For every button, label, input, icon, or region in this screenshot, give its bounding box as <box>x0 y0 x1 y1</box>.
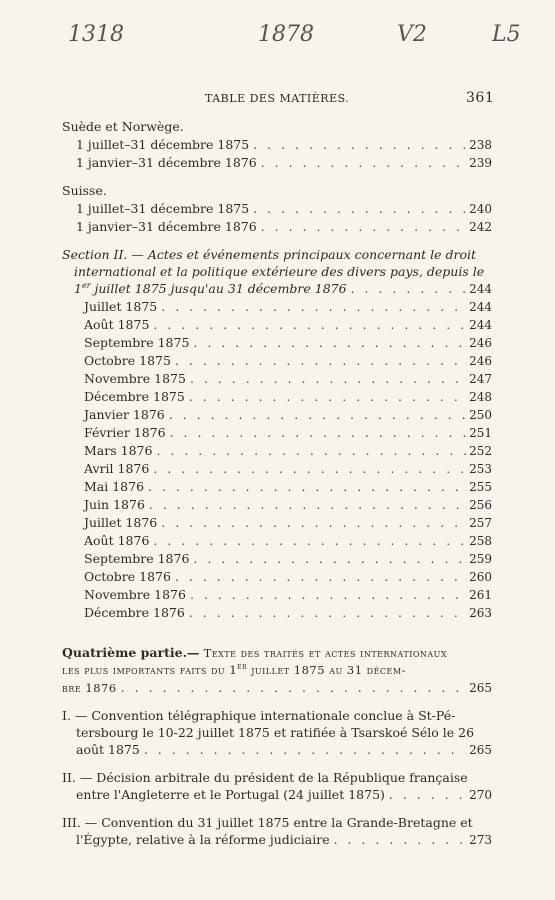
toc-entry[interactable] <box>62 586 492 604</box>
entry-label: Septembre 1876 <box>84 551 190 566</box>
part-four-line: Quatrième partie.— Texte des traités et actes internationaux <box>62 645 448 660</box>
entry-page: 240 <box>469 202 492 216</box>
running-title: TABLE DES MATIÈRES. <box>205 92 350 105</box>
leader-dots <box>189 334 466 352</box>
leader-dots <box>140 741 466 759</box>
entry-page: 239 <box>469 156 492 170</box>
treaty-line: I. — Convention télégraphique internationale conclue à St-Pé- <box>62 708 456 723</box>
entry-page: 273 <box>469 833 492 847</box>
table-of-contents <box>62 118 492 849</box>
entry-page: 263 <box>469 606 492 620</box>
toc-entry[interactable] <box>62 460 492 478</box>
entry-label: Mai 1876 <box>84 479 145 494</box>
toc-entry[interactable] <box>62 532 492 550</box>
month-list <box>62 298 492 622</box>
entry-label: Avril 1876 <box>84 461 150 476</box>
entry-page: 248 <box>469 390 492 404</box>
running-head <box>0 90 555 108</box>
toc-entry[interactable] <box>62 352 492 370</box>
section-title <box>62 246 492 280</box>
leader-dots <box>347 280 466 298</box>
leader-dots <box>385 786 466 804</box>
toc-entry[interactable] <box>62 136 492 154</box>
leader-dots <box>166 424 466 442</box>
treaty-line: tersbourg le 10-22 juillet 1875 et ratifiée à Tsarskoé Sélo le 26 <box>76 725 475 740</box>
leader-dots <box>185 604 466 622</box>
part-four-line: les plus importants faits du 1er juillet 1875 au 31 décem- <box>62 662 406 677</box>
entry-page: 247 <box>469 372 492 386</box>
toc-entry[interactable] <box>62 679 492 697</box>
treaty-entry[interactable] <box>62 769 492 804</box>
entry-label: Août 1876 <box>84 533 150 548</box>
entry-label: Octobre 1876 <box>84 569 171 584</box>
treaty-line: II. — Décision arbitrale du président de la République française <box>62 770 468 785</box>
handwritten-note: L5 <box>492 22 521 47</box>
toc-entry[interactable] <box>62 424 492 442</box>
entry-label: Juin 1876 <box>84 497 145 512</box>
leader-dots <box>185 388 466 406</box>
entry-page: 265 <box>469 743 492 757</box>
entry-page: 244 <box>469 300 492 314</box>
page-number: 361 <box>466 90 495 106</box>
toc-entry[interactable] <box>62 316 492 334</box>
toc-entry[interactable] <box>62 550 492 568</box>
entry-page: 252 <box>469 444 492 458</box>
section-title-line: international et la politique extérieure des divers pays, depuis le <box>74 264 485 279</box>
country-heading: Suède et Norwège. <box>62 119 184 134</box>
entry-label: 1er juillet 1875 jusqu'au 31 décembre 1876 <box>74 280 347 296</box>
entry-page: 238 <box>469 138 492 152</box>
toc-entry[interactable] <box>62 496 492 514</box>
leader-dots <box>186 586 466 604</box>
entry-page: 242 <box>469 220 492 234</box>
country-heading: Suisse. <box>62 183 107 198</box>
entry-label: Décembre 1875 <box>84 389 185 404</box>
leader-dots <box>149 532 466 550</box>
entry-page: 265 <box>469 681 492 695</box>
entry-page: 246 <box>469 354 492 368</box>
part-four-heading <box>62 644 492 697</box>
entry-page: 253 <box>469 462 492 476</box>
entry-label: Novembre 1876 <box>84 587 186 602</box>
leader-dots <box>257 218 466 236</box>
leader-dots <box>117 679 466 697</box>
entry-label: Décembre 1876 <box>84 605 185 620</box>
leader-dots <box>149 460 466 478</box>
toc-entry[interactable] <box>62 334 492 352</box>
toc-entry[interactable] <box>62 370 492 388</box>
leader-dots <box>149 316 466 334</box>
entry-page: 270 <box>469 788 492 802</box>
entry-label: 1 janvier–31 décembre 1876 <box>76 155 257 170</box>
treaty-entry[interactable] <box>62 814 492 849</box>
entry-page: 250 <box>469 408 492 422</box>
toc-entry[interactable] <box>62 604 492 622</box>
treaty-line: août 1875 <box>76 742 140 757</box>
entry-page: 251 <box>469 426 492 440</box>
leader-dots <box>171 568 466 586</box>
toc-entry[interactable] <box>62 478 492 496</box>
entry-page: 257 <box>469 516 492 530</box>
treaty-entry[interactable] <box>62 707 492 759</box>
leader-dots <box>249 200 466 218</box>
toc-entry[interactable] <box>62 200 492 218</box>
section-title-line: Section II. — Actes et événements principaux concernant le droit <box>62 247 477 262</box>
leader-dots <box>249 136 466 154</box>
handwritten-note: 1878 <box>258 22 314 47</box>
leader-dots <box>171 352 466 370</box>
entry-page: 261 <box>469 588 492 602</box>
entry-label: bre 1876 <box>62 681 117 695</box>
entry-page: 258 <box>469 534 492 548</box>
entry-label: Juillet 1875 <box>84 299 158 314</box>
toc-entry[interactable] <box>62 298 492 316</box>
entry-page: 259 <box>469 552 492 566</box>
entry-label: Juillet 1876 <box>84 515 158 530</box>
entry-page: 246 <box>469 336 492 350</box>
toc-entry[interactable] <box>62 568 492 586</box>
entry-label: 1 juillet–31 décembre 1875 <box>76 137 250 152</box>
entry-label: Mars 1876 <box>84 443 153 458</box>
leader-dots <box>189 550 466 568</box>
entry-label: Octobre 1875 <box>84 353 171 368</box>
handwritten-note: 1318 <box>68 22 124 47</box>
entry-label: 1 janvier–31 décembre 1876 <box>76 219 257 234</box>
leader-dots <box>157 514 466 532</box>
treaty-line: III. — Convention du 31 juillet 1875 entre la Grande-Bretagne et <box>62 815 473 830</box>
leader-dots <box>165 406 466 424</box>
treaty-line: entre l'Angleterre et le Portugal (24 juillet 1875) <box>76 787 385 802</box>
leader-dots <box>152 442 466 460</box>
entry-page: 256 <box>469 498 492 512</box>
leader-dots <box>257 154 466 172</box>
entry-label: 1 juillet–31 décembre 1875 <box>76 201 250 216</box>
entry-label: Février 1876 <box>84 425 166 440</box>
entry-label: Septembre 1875 <box>84 335 190 350</box>
entry-page: 260 <box>469 570 492 584</box>
entry-label: Août 1875 <box>84 317 150 332</box>
entry-page: 255 <box>469 480 492 494</box>
toc-entry[interactable] <box>62 154 492 172</box>
leader-dots <box>186 370 466 388</box>
leader-dots <box>145 496 466 514</box>
entry-page: 244 <box>469 282 492 296</box>
toc-entry[interactable] <box>62 218 492 236</box>
leader-dots <box>144 478 466 496</box>
toc-entry[interactable] <box>62 280 492 298</box>
toc-entry[interactable] <box>62 514 492 532</box>
treaty-line: l'Égypte, relative à la réforme judiciaire <box>76 832 330 847</box>
toc-entry[interactable] <box>62 406 492 424</box>
leader-dots <box>157 298 466 316</box>
entry-label: Janvier 1876 <box>84 407 165 422</box>
toc-entry[interactable] <box>62 388 492 406</box>
handwritten-note: V2 <box>397 22 427 47</box>
handwritten-annotations <box>0 22 555 52</box>
toc-entry[interactable] <box>62 442 492 460</box>
entry-label: Novembre 1875 <box>84 371 186 386</box>
entry-page: 244 <box>469 318 492 332</box>
leader-dots <box>330 831 466 849</box>
